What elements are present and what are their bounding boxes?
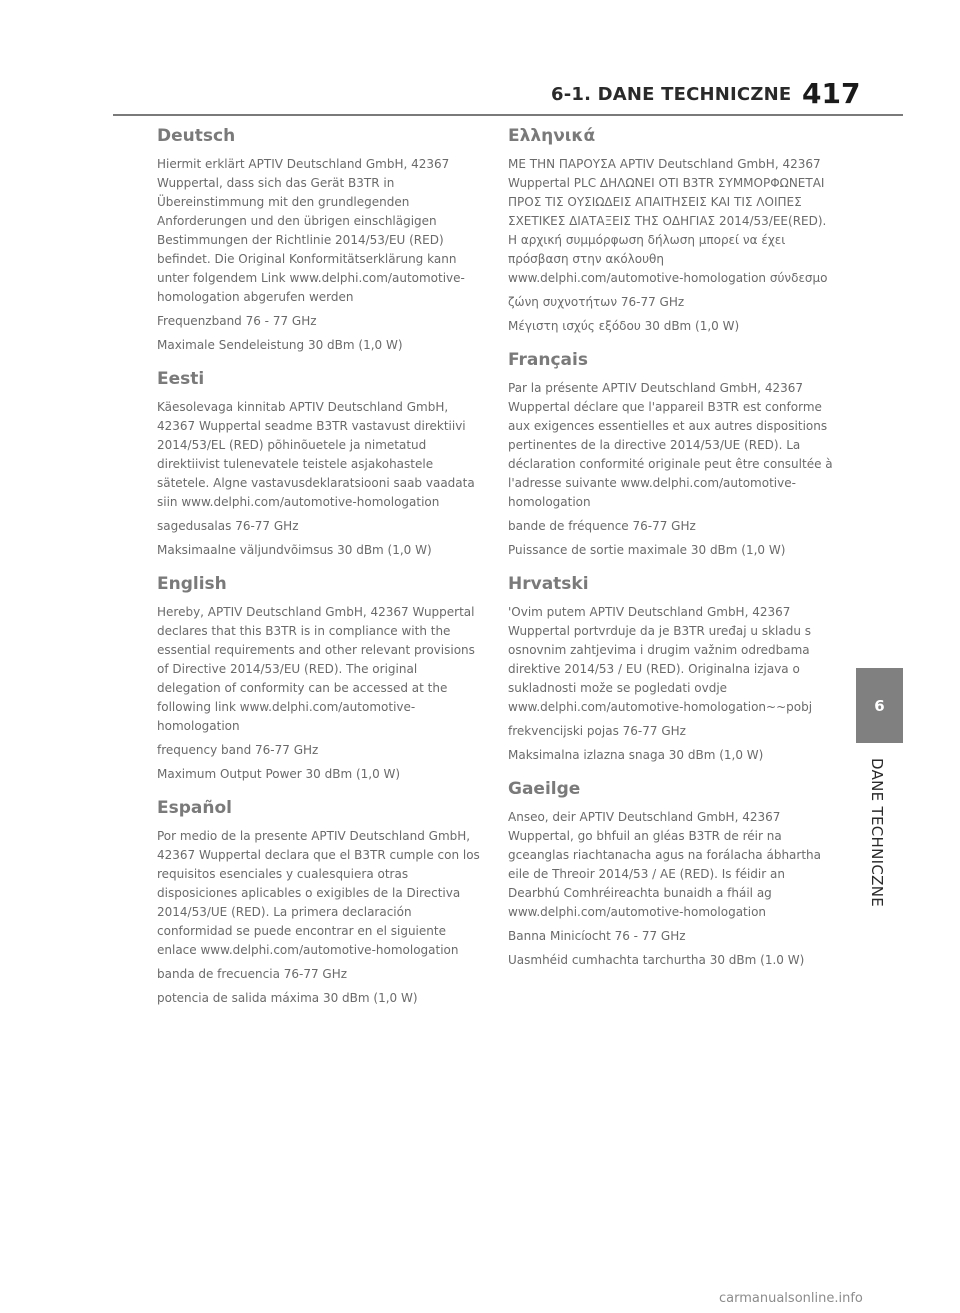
output-power: Μέγιστη ισχύς εξόδου 30 dBm (1,0 W)	[508, 319, 740, 333]
section-heading: Deutsch	[157, 126, 236, 146]
section-body: Anseo, deir APTIV Deutschland GmbH, 42367 Wuppertal, go bhfuil an gléas B3TR de réir na gceanglas riachtanacha agus na forálacha ábhartha eile de Threoir 2014/53 / AE (RED). Is féidir an Dearbhú Comhréireachta bunaidh a fháil ag www.delphi.com/automotive-homologation	[508, 810, 821, 919]
frequency-band: banda de frecuencia 76-77 GHz	[157, 967, 348, 981]
section-body: Hereby, APTIV Deutschland GmbH, 42367 Wuppertal declares that this B3TR is in compliance with the essential requirements and other relevant provisions of Directive 2014/53/EU (RED). The original delegation of conformity can be accessed at the following link www.delphi.com/automotive-homologation	[157, 605, 475, 733]
section-espanol	[157, 796, 482, 1008]
frequency-band: ζώνη συχνοτήτων 76-77 GHz	[508, 295, 685, 309]
header-divider	[113, 114, 903, 116]
section-eesti	[157, 367, 482, 560]
section-gaeilge	[508, 777, 833, 970]
section-body: Käesolevaga kinnitab APTIV Deutschland GmbH, 42367 Wuppertal seadme B3TR vastavust direktiivi 2014/53/EL (RED) põhinõuetele ja nimetatud direktiivist tulenevatele teistele asjakohastele sätetele. Algne vastavusdeklaratsiooni saab vaadata siin www.delphi.com/automotive-homologation	[157, 400, 475, 509]
output-power: Puissance de sortie maximale 30 dBm (1,0 W)	[508, 543, 786, 557]
output-power: Maksimaalne väljundvõimsus 30 dBm (1,0 W)	[157, 543, 432, 557]
section-body: ΜΕ ΤΗΝ ΠΑΡΟΥΣΑ APTIV Deutschland GmbH, 42367 Wuppertal PLC ΔΗΛΩΝΕΙ ΟΤΙ B3TR ΣΥΜΜΟΡΦΩΝΕΤΑΙ ΠΡΟΣ ΤΙΣ ΟΥΣΙΩΔΕΙΣ ΑΠΑΙΤΗΣΕΙΣ ΚΑΙ ΤΙΣ ΛΟΙΠΕΣ ΣΧΕΤΙΚΕΣ ΔΙΑΤΑΞΕΙΣ ΤΗΣ ΟΔΗΓΙΑΣ 2014/53/ΕΕ(RED). Η αρχική συμμόρφωση δήλωση μπορεί να έχει πρόσβαση στην ακόλουθη www.delphi.com/automotive-homologation σύνδεσμο	[508, 157, 828, 285]
frequency-band: bande de fréquence 76-77 GHz	[508, 519, 696, 533]
page-number: 417	[802, 77, 861, 110]
output-power: Maksimalna izlazna snaga 30 dBm (1,0 W)	[508, 748, 764, 762]
left-column	[157, 124, 482, 1020]
chapter-label: DANE TECHNICZNE	[868, 758, 886, 907]
section-heading: Español	[157, 798, 232, 818]
section-hrvatski	[508, 572, 833, 765]
output-power: Uasmhéid cumhachta tarchurtha 30 dBm (1.0 W)	[508, 953, 805, 967]
section-heading: Eesti	[157, 369, 205, 389]
frequency-band: sagedusalas 76-77 GHz	[157, 519, 299, 533]
chapter-tab: 6	[856, 668, 903, 743]
section-body: Por medio de la presente APTIV Deutschland GmbH, 42367 Wuppertal declara que el B3TR cumple con los requisitos esenciales y cualesquiera otras disposiciones aplicables o exigibles de la Directiva 2014/53/UE (RED). La primera declaración conformidad se puede encontrar en el siguiente enlace www.delphi.com/automotive-homologation	[157, 829, 480, 957]
watermark: carmanualsonline.info	[719, 1291, 863, 1306]
section-heading: Ελληνικά	[508, 126, 596, 146]
frequency-band: frekvencijski pojas 76-77 GHz	[508, 724, 686, 738]
section-english	[157, 572, 482, 784]
section-body: Hiermit erklärt APTIV Deutschland GmbH, 42367 Wuppertal, dass sich das Gerät B3TR in Übereinstimmung mit den grundlegenden Anforderungen und den übrigen einschlägigen Bestimmungen der Richtlinie 2014/53/EU (RED) befindet. Die Original Konformitätserklärung kann unter folgendem Link www.delphi.com/automotive-homologation abgerufen werden	[157, 157, 465, 304]
output-power: potencia de salida máxima 30 dBm (1,0 W)	[157, 991, 418, 1005]
section-heading: Français	[508, 350, 588, 370]
section-francais	[508, 348, 833, 560]
right-column	[508, 124, 833, 982]
output-power: Maximale Sendeleistung 30 dBm (1,0 W)	[157, 338, 403, 352]
frequency-band: frequency band 76-77 GHz	[157, 743, 319, 757]
section-title: 6-1. DANE TECHNICZNE	[551, 84, 792, 105]
output-power: Maximum Output Power 30 dBm (1,0 W)	[157, 767, 401, 781]
frequency-band: Frequenzband 76 - 77 GHz	[157, 314, 317, 328]
section-heading: Gaeilge	[508, 779, 581, 799]
section-body: 'Ovim putem APTIV Deutschland GmbH, 42367 Wuppertal portvrduje da je B3TR uređaj u skladu s osnovnim zahtjevima i drugim važnim odredbama direktive 2014/53 / EU (RED). Originalna izjava o sukladnosti može se pogledati ovdje www.delphi.com/automotive-homologation~~pobj	[508, 605, 813, 714]
frequency-band: Banna Minicíocht 76 - 77 GHz	[508, 929, 686, 943]
section-ellinika	[508, 124, 833, 336]
section-deutsch	[157, 124, 482, 355]
section-heading: Hrvatski	[508, 574, 589, 594]
section-body: Par la présente APTIV Deutschland GmbH, 42367 Wuppertal déclare que l'appareil B3TR est conforme aux exigences essentielles et aux autres dispositions pertinentes de la directive 2014/53/UE (RED). La déclaration conformité originale peut être consultée à l'adresse suivante www.delphi.com/automotive-homologation	[508, 381, 833, 509]
section-heading: English	[157, 574, 227, 594]
page-header	[0, 0, 960, 120]
